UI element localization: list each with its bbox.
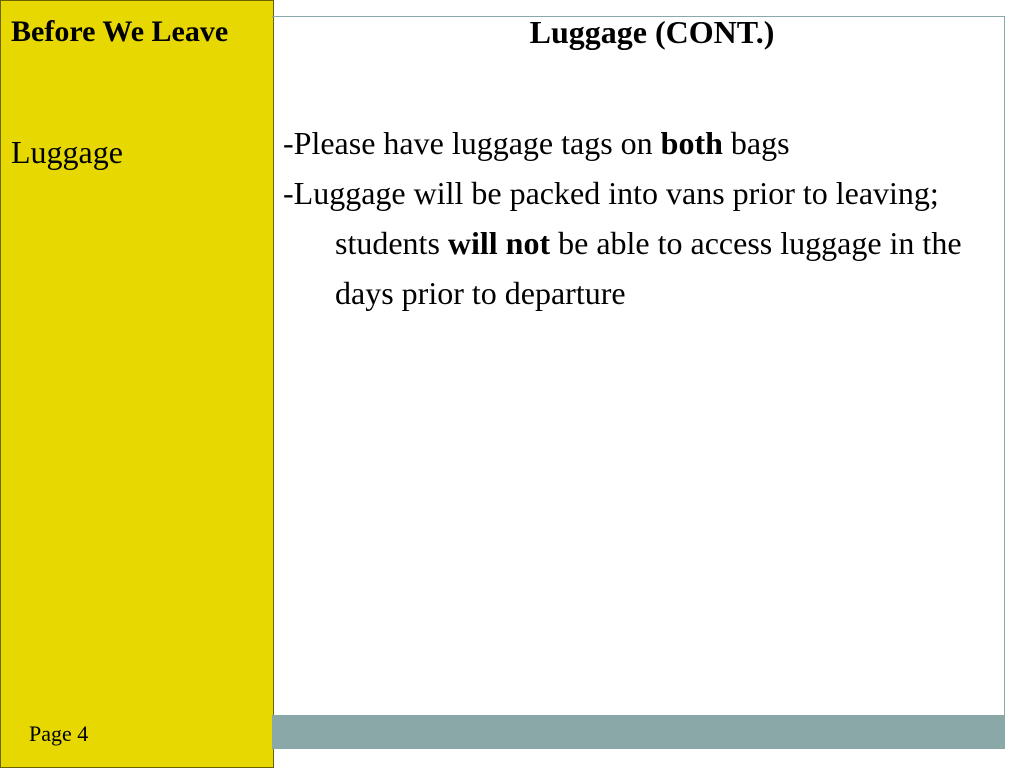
sidebar-panel [0, 0, 274, 768]
slide-body [283, 118, 983, 318]
slide-title: Luggage (CONT.) [529, 14, 775, 50]
bullet-text: -Please have luggage tags on [283, 125, 661, 161]
sidebar-section-luggage: Luggage [11, 134, 123, 170]
bullet-item [283, 118, 983, 168]
bullet-emphasis: will not [447, 225, 551, 261]
bullet-text: bags [722, 125, 790, 161]
bullet-emphasis: both [660, 125, 723, 161]
bullet-item [283, 168, 983, 318]
bullet-text: -Luggage will be packed into vans prior to leaving; students [283, 175, 939, 261]
page-number: Page 4 [29, 721, 89, 746]
footer-bar [272, 715, 1005, 749]
bullet-text: be able to access luggage in the days prior to departure [335, 225, 962, 311]
sidebar-title: Before We Leave [11, 15, 229, 48]
